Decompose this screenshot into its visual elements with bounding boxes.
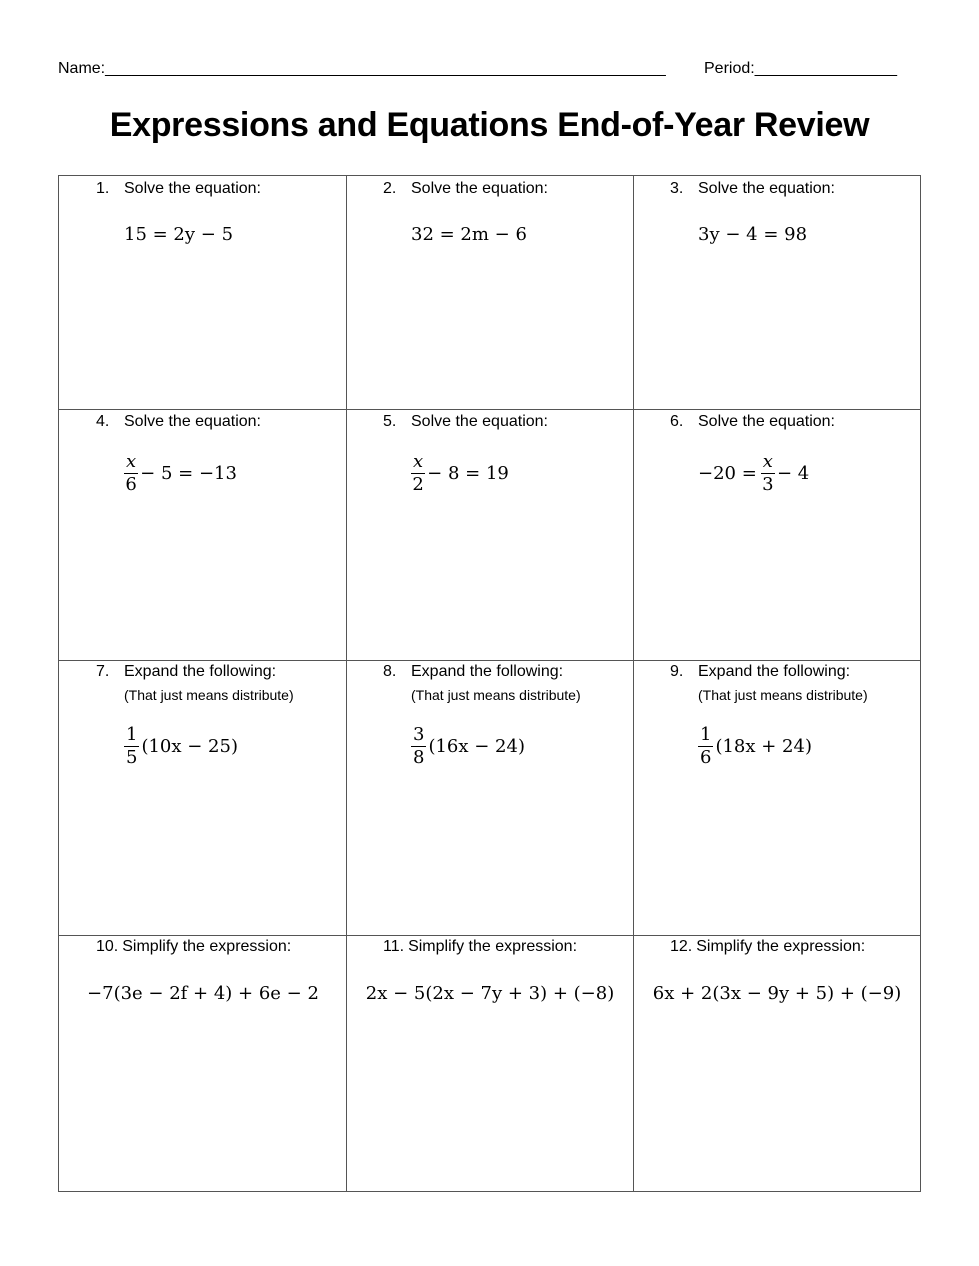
problem-cell-4 [59, 409, 347, 661]
problem-math: $\frac{3}{8}$ (16x − 24) [413, 724, 525, 768]
problem-number: 2. [383, 180, 397, 197]
name-field[interactable]: Name:_______________________________________________________________ [58, 60, 666, 77]
problem-subprompt: (That just means distribute) [698, 687, 868, 703]
problem-number: 8. [383, 663, 397, 680]
problem-math: $\frac{1}{5}$ (10x − 25) [126, 724, 238, 768]
problem-number: 12. [670, 938, 693, 955]
problem-cell-8 [346, 660, 634, 936]
problem-cell-7 [59, 660, 347, 936]
problem-subprompt: (That just means distribute) [411, 687, 581, 703]
problem-grid [58, 175, 921, 1192]
problem-cell-5 [346, 409, 634, 661]
problem-math: −7(3e − 2f + 4) + 6e − 2 [87, 983, 319, 1004]
problem-math: $\frac{x}{6}$ − 5 = −13 [125, 451, 237, 495]
problem-number: 9. [670, 663, 684, 680]
problem-math: $\frac{x}{2}$ − 8 = 19 [412, 451, 509, 495]
problem-math: 15 = 2y − 5 [124, 224, 234, 245]
problem-cell-1 [59, 176, 347, 410]
problem-number: 3. [670, 180, 684, 197]
fraction: $\frac{x}{2}$ [412, 451, 424, 495]
problem-cell-9 [633, 660, 921, 936]
problem-math: 3y − 4 = 98 [698, 224, 808, 245]
problem-number: 11. [383, 938, 405, 955]
problem-number: 6. [670, 413, 684, 430]
problem-prompt: Expand the following: [124, 663, 277, 680]
problem-prompt: Expand the following: [698, 663, 851, 680]
problem-prompt: Simplify the expression: [408, 938, 578, 955]
problem-cell-2 [346, 176, 634, 410]
problem-prompt: Simplify the expression: [122, 938, 292, 955]
fraction: $\frac{x}{3}$ [762, 451, 774, 495]
problem-number: 10. [96, 938, 119, 955]
problem-prompt: Solve the equation: [124, 180, 261, 197]
problem-math: 6x + 2(3x − 9y + 5) + (−9) [652, 983, 902, 1004]
problem-cell-10 [59, 935, 347, 1191]
fraction: $\frac{3}{8}$ [413, 724, 425, 768]
fraction: $\frac{x}{6}$ [125, 451, 137, 495]
problem-cell-6 [633, 409, 921, 661]
problem-prompt: Expand the following: [411, 663, 564, 680]
problem-number: 5. [383, 413, 397, 430]
problem-subprompt: (That just means distribute) [124, 687, 294, 703]
problem-number: 7. [96, 663, 110, 680]
problem-cell-12 [633, 935, 921, 1191]
page-title: Expressions and Equations End-of-Year Review [109, 106, 870, 144]
problem-prompt: Solve the equation: [698, 413, 835, 430]
period-field[interactable]: Period:________________ [704, 60, 898, 77]
student-info-header [58, 60, 918, 82]
fraction: $\frac{1}{6}$ [700, 724, 712, 768]
problem-prompt: Solve the equation: [698, 180, 835, 197]
problem-prompt: Solve the equation: [411, 413, 548, 430]
problem-prompt: Simplify the expression: [696, 938, 866, 955]
problem-math: $\frac{1}{6}$ (18x + 24) [700, 724, 812, 768]
problem-math: −20 = $\frac{x}{3}$ − 4 [698, 451, 810, 495]
problem-prompt: Solve the equation: [411, 180, 548, 197]
problem-cell-3 [633, 176, 921, 410]
problem-math: 2x − 5(2x − 7y + 3) + (−8) [365, 983, 615, 1004]
fraction: $\frac{1}{5}$ [126, 724, 138, 768]
problem-number: 1. [96, 180, 110, 197]
problem-number: 4. [96, 413, 110, 430]
problem-math: 32 = 2m − 6 [411, 224, 527, 245]
problem-prompt: Solve the equation: [124, 413, 261, 430]
problem-cell-11 [346, 935, 634, 1191]
